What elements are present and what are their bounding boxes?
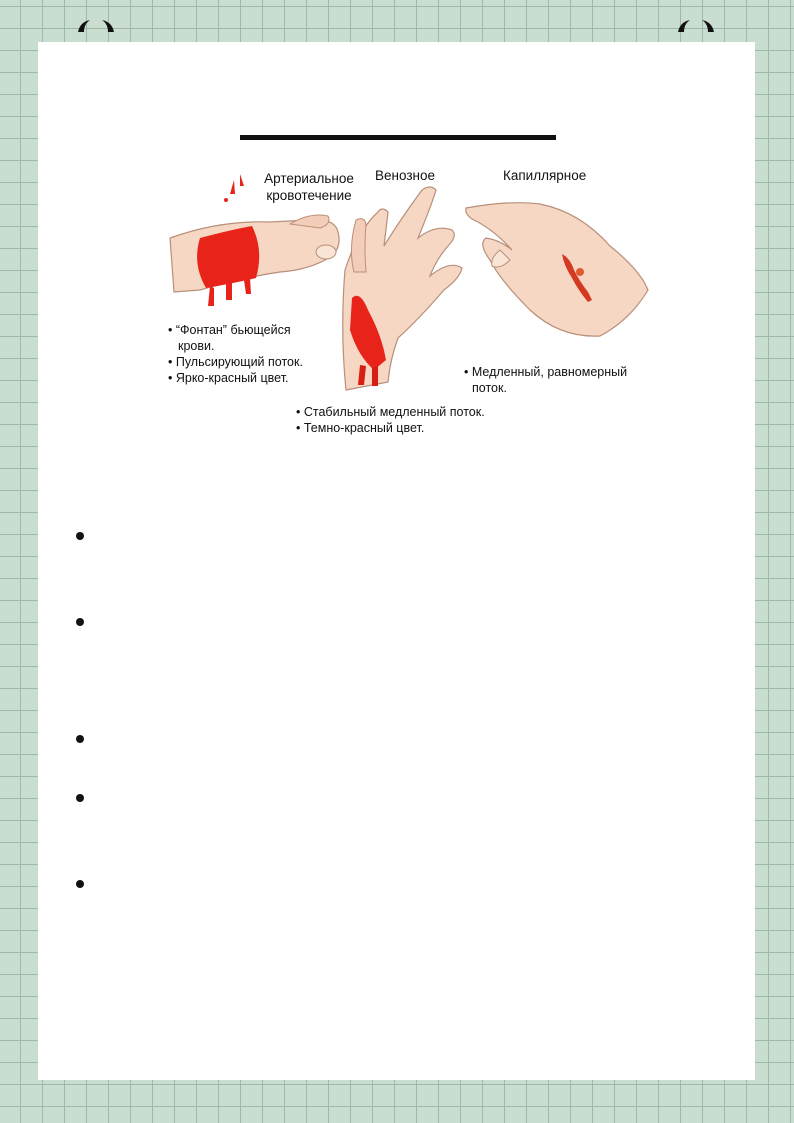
capillary-notes xyxy=(464,364,627,396)
label-arterial xyxy=(252,170,366,204)
arterial-note-1: • “Фонтан” бьющейся xyxy=(168,323,291,337)
venous-notes xyxy=(296,404,485,436)
arterial-note-1-cont: крови. xyxy=(178,339,215,353)
label-arterial-line2: кровотечение xyxy=(266,188,352,203)
label-arterial-line1: Артериальное xyxy=(264,171,354,186)
venous-note-1: • Стабильный медленный поток. xyxy=(296,405,485,419)
title-underline xyxy=(240,135,556,140)
label-venous: Венозное xyxy=(375,168,435,183)
list-bullet xyxy=(76,794,84,802)
list-bullet xyxy=(76,618,84,626)
capillary-hand xyxy=(466,203,648,336)
list-bullet xyxy=(76,735,84,743)
list-bullet xyxy=(76,880,84,888)
list-bullet xyxy=(76,532,84,540)
arterial-blood xyxy=(197,174,259,306)
label-capillary: Капиллярное xyxy=(503,168,587,183)
arterial-note-2: • Пульсирующий поток. xyxy=(168,355,303,369)
arterial-notes xyxy=(168,322,303,386)
hands-illustration xyxy=(160,160,660,445)
venous-note-2: • Темно-красный цвет. xyxy=(296,421,425,435)
capillary-note-1: • Медленный, равномерный xyxy=(464,365,628,379)
venous-hand xyxy=(343,187,462,390)
arterial-note-3: • Ярко-красный цвет. xyxy=(168,371,289,385)
bleeding-types-figure xyxy=(160,160,660,445)
capillary-note-1-cont: поток. xyxy=(472,381,507,395)
